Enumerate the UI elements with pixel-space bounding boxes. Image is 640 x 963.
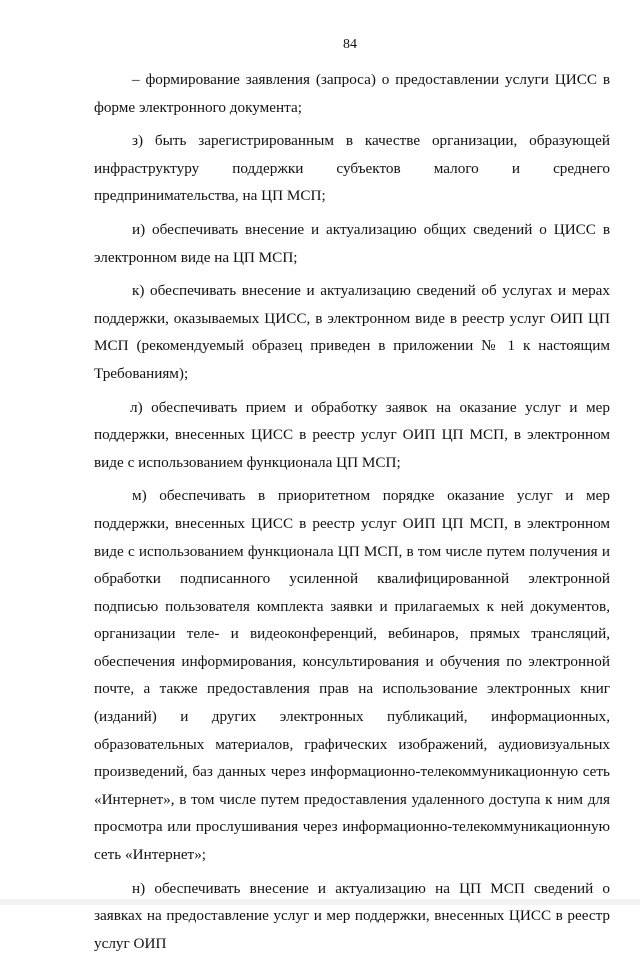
paragraph-n: н) обеспечивать внесение и актуализацию на ЦП МСП сведений о заявках на предоставление услуг и мер поддержки, внесенных ЦИСС в реестр услуг ОИП xyxy=(94,879,610,952)
paragraph-formirovanie: – формирование заявления (запроса) о предоставлении услуги ЦИСС в форме электронного документа; xyxy=(94,71,610,116)
paragraph-z: з) быть зарегистрированным в качестве организации, образующей инфраструктуру поддержки субъектов малого и среднего предпринимательства, на ЦП МСП; xyxy=(94,132,610,205)
document-body xyxy=(94,66,610,963)
paragraph-k: к) обеспечивать внесение и актуализацию сведений об услугах и мерах поддержки, оказываемых ЦИСС, в электронном виде в реестр услуг ОИП ЦП МСП (рекомендуемый образец приведен в приложении № 1 к настоящим Требованиям); xyxy=(94,282,610,382)
paragraph-l: л) обеспечивать прием и обработку заявок на оказание услуг и мер поддержки, внесенных ЦИСС в реестр услуг ОИП ЦП МСП, в электронном виде с использованием функционала ЦП МСП; xyxy=(94,398,610,471)
page-number: 84 xyxy=(343,37,357,52)
paragraph-m: м) обеспечивать в приоритетном порядке оказание услуг и мер поддержки, внесенных ЦИСС в реестр услуг ОИП ЦП МСП, в электронном виде с использованием функционала ЦП МСП, в том числе путем получения и обработки подписанного усиленной квалифицированной электронной подписью пользователя комплекта заявки и прилагаемых к ней документов, организации теле- и видеоконференций, вебинаров, прямых трансляций, обеспечения информирования, консультирования и обучения по электронной почте, а также предоставления прав на использование электронных книг (изданий) и других электронных публикаций, информационных, образовательных материалов, графических изображений, аудиовизуальных произведений, баз данных через информационно-телекоммуникационную сеть «Интернет», в том числе путем предоставления удаленного доступа к ним для просмотра или прослушивания через информационно-телекоммуникационную сеть «Интернет»; xyxy=(94,487,610,864)
paragraph-i: и) обеспечивать внесение и актуализацию общих сведений о ЦИСС в электронном виде на ЦП МСП; xyxy=(94,220,610,266)
page-bottom-edge xyxy=(0,899,640,905)
